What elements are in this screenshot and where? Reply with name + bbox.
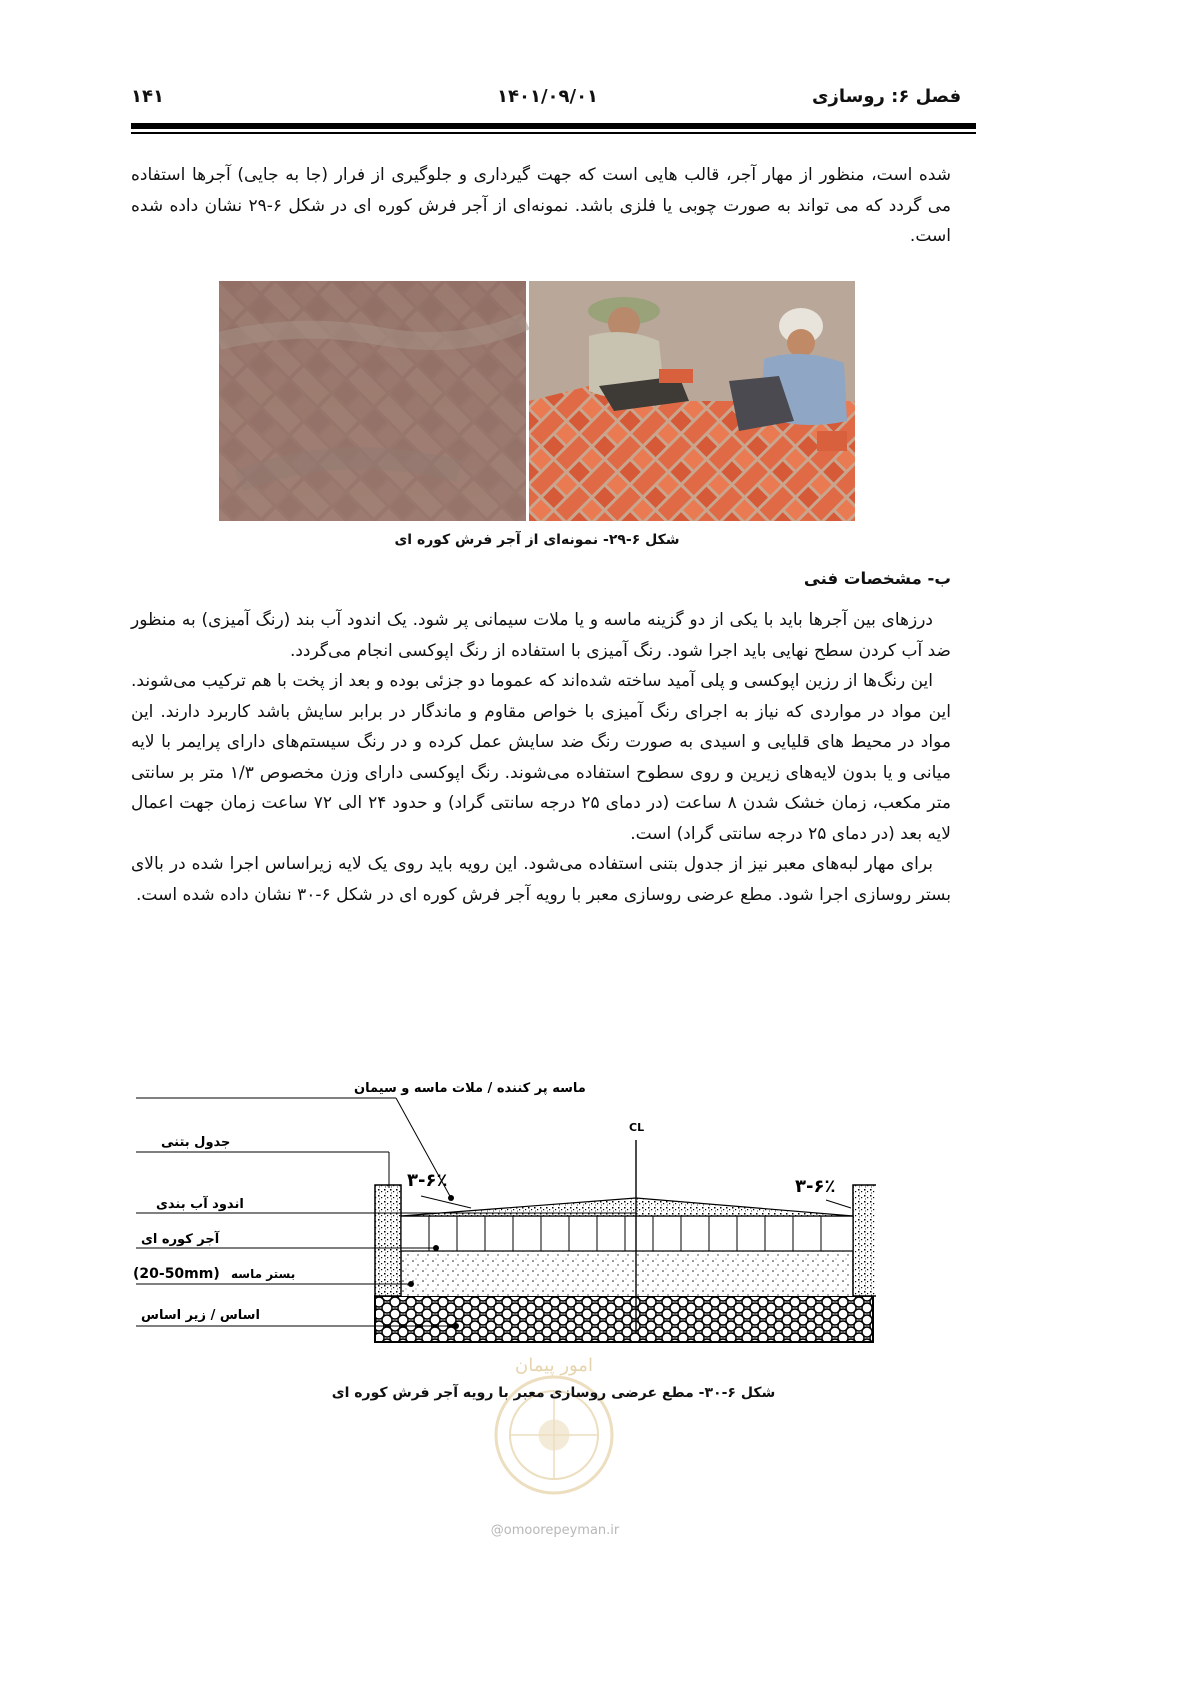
paragraph-epoxy: این رنگ‌ها از رزین اپوکسی و پلی آمید ساخته شده‌اند که عموما دو جزئی بوده و بعد از پخت با هم ترکیب می‌شوند. این مواد در مواردی که نیاز به اجرای رنگ آمیزی با خواص مقاوم و ماندگار در برابر سایش باشد کاربرد دارند. این مواد در محیط های قلیایی و اسیدی به صورت رنگ ضد سایش عمل کرده و در رنگ سیستم‌های دارای پرایمر با لایه میانی و یا بدون لایه‌های زیرین و روی سطوح استفاده می‌شوند. رنگ اپوکسی دارای وزن مخصوص ۱/۳ متر بر سانتی متر مکعب، زمان خشک شدن ۸ ساعت (در دمای ۲۵ درجه سانتی گراد) و حدود ۲۴ الی ۷۲ ساعت زمان جهت اعمال لایه بعد (در دمای ۲۵ درجه سانتی گراد) است. <box>131 671 951 844</box>
figure-30-caption: شکل ۶-۳۰- مطع عرضی روسازی معبر با رویه آجر فرش کوره ای <box>331 1385 776 1401</box>
photo-workers-laying-bricks <box>529 281 855 521</box>
label-sealant: اندود آب بندی <box>156 1197 244 1212</box>
section-heading: ب- مشخصات فنی <box>803 569 951 588</box>
figure-29-photos <box>219 281 855 521</box>
watermark-seal <box>474 1345 634 1510</box>
page-number: ۱۴۱ <box>131 86 164 107</box>
sand-bed-layer <box>401 1251 853 1296</box>
paragraph-edge-restraint: برای مهار لبه‌های معبر نیز از جدول بتنی استفاده می‌شود. این رویه باید روی یک لایه زیراساس اجرا شده در بالای بستر روسازی اجرا شود. مطع عرضی روسازی معبر با رویه آجر فرش کوره ای در شکل ۶-۳۰ نشان داده شده است. <box>131 854 951 905</box>
label-joint-filler: ماسه پر کننده / ملات ماسه و سیمان <box>354 1081 586 1096</box>
label-curb: جدول بتنی <box>161 1135 231 1150</box>
body-paragraphs <box>131 605 951 910</box>
base-layer <box>375 1296 873 1342</box>
seal-text: امور پیمان <box>515 1355 593 1376</box>
chapter-title: فصل ۶: روسازی <box>812 86 962 107</box>
figure-29-caption: شکل ۶-۲۹- نمونه‌ای از آجر فرش کوره ای <box>394 532 680 548</box>
slope-left-label: ۳-۶٪ <box>407 1170 448 1191</box>
paragraph-joints: درزهای بین آجرها باید با یکی از دو گزینه ماسه و یا ملات سیمانی پر شود. یک اندود آب بند (رنگ آمیزی) به منظور ضد آب کردن سطح نهایی باید اجرا شود. رنگ آمیزی با استفاده از رنگ اپوکسی انجام می‌گردد. <box>131 610 951 661</box>
brick-course <box>401 1216 853 1251</box>
label-sand-bed: بستر ماسه <box>231 1267 296 1281</box>
header-date: ۱۴۰۱/۰۹/۰۱ <box>497 86 599 107</box>
label-base: اساس / زیر اساس <box>141 1308 260 1323</box>
label-sand-bed-size: (20-50mm) <box>133 1266 220 1282</box>
curb-left <box>375 1185 401 1296</box>
slope-right-label: ۳-۶٪ <box>795 1176 836 1197</box>
intro-paragraph: شده است، منظور از مهار آجر، قالب هایی است که جهت گیرداری و جلوگیری از فرار (جا به جایی) آجرها استفاده می گردد که می تواند به صورت چوبی یا فلزی باشد. نمونه‌ای از آجر فرش کوره ای در شکل ۶-۲۹ نشان داده شده است. <box>131 165 951 246</box>
figure-30-cross-section <box>131 1068 876 1356</box>
curb-right <box>853 1185 876 1296</box>
header-rule-thin <box>131 132 976 134</box>
header-rule-thick <box>131 123 976 129</box>
photo-weathered-herringbone <box>219 281 526 521</box>
label-brick: آجر کوره ای <box>141 1232 220 1247</box>
watermark-site: @omoorepeyman.ir <box>490 1523 620 1538</box>
centerline-label: CL <box>629 1121 645 1134</box>
